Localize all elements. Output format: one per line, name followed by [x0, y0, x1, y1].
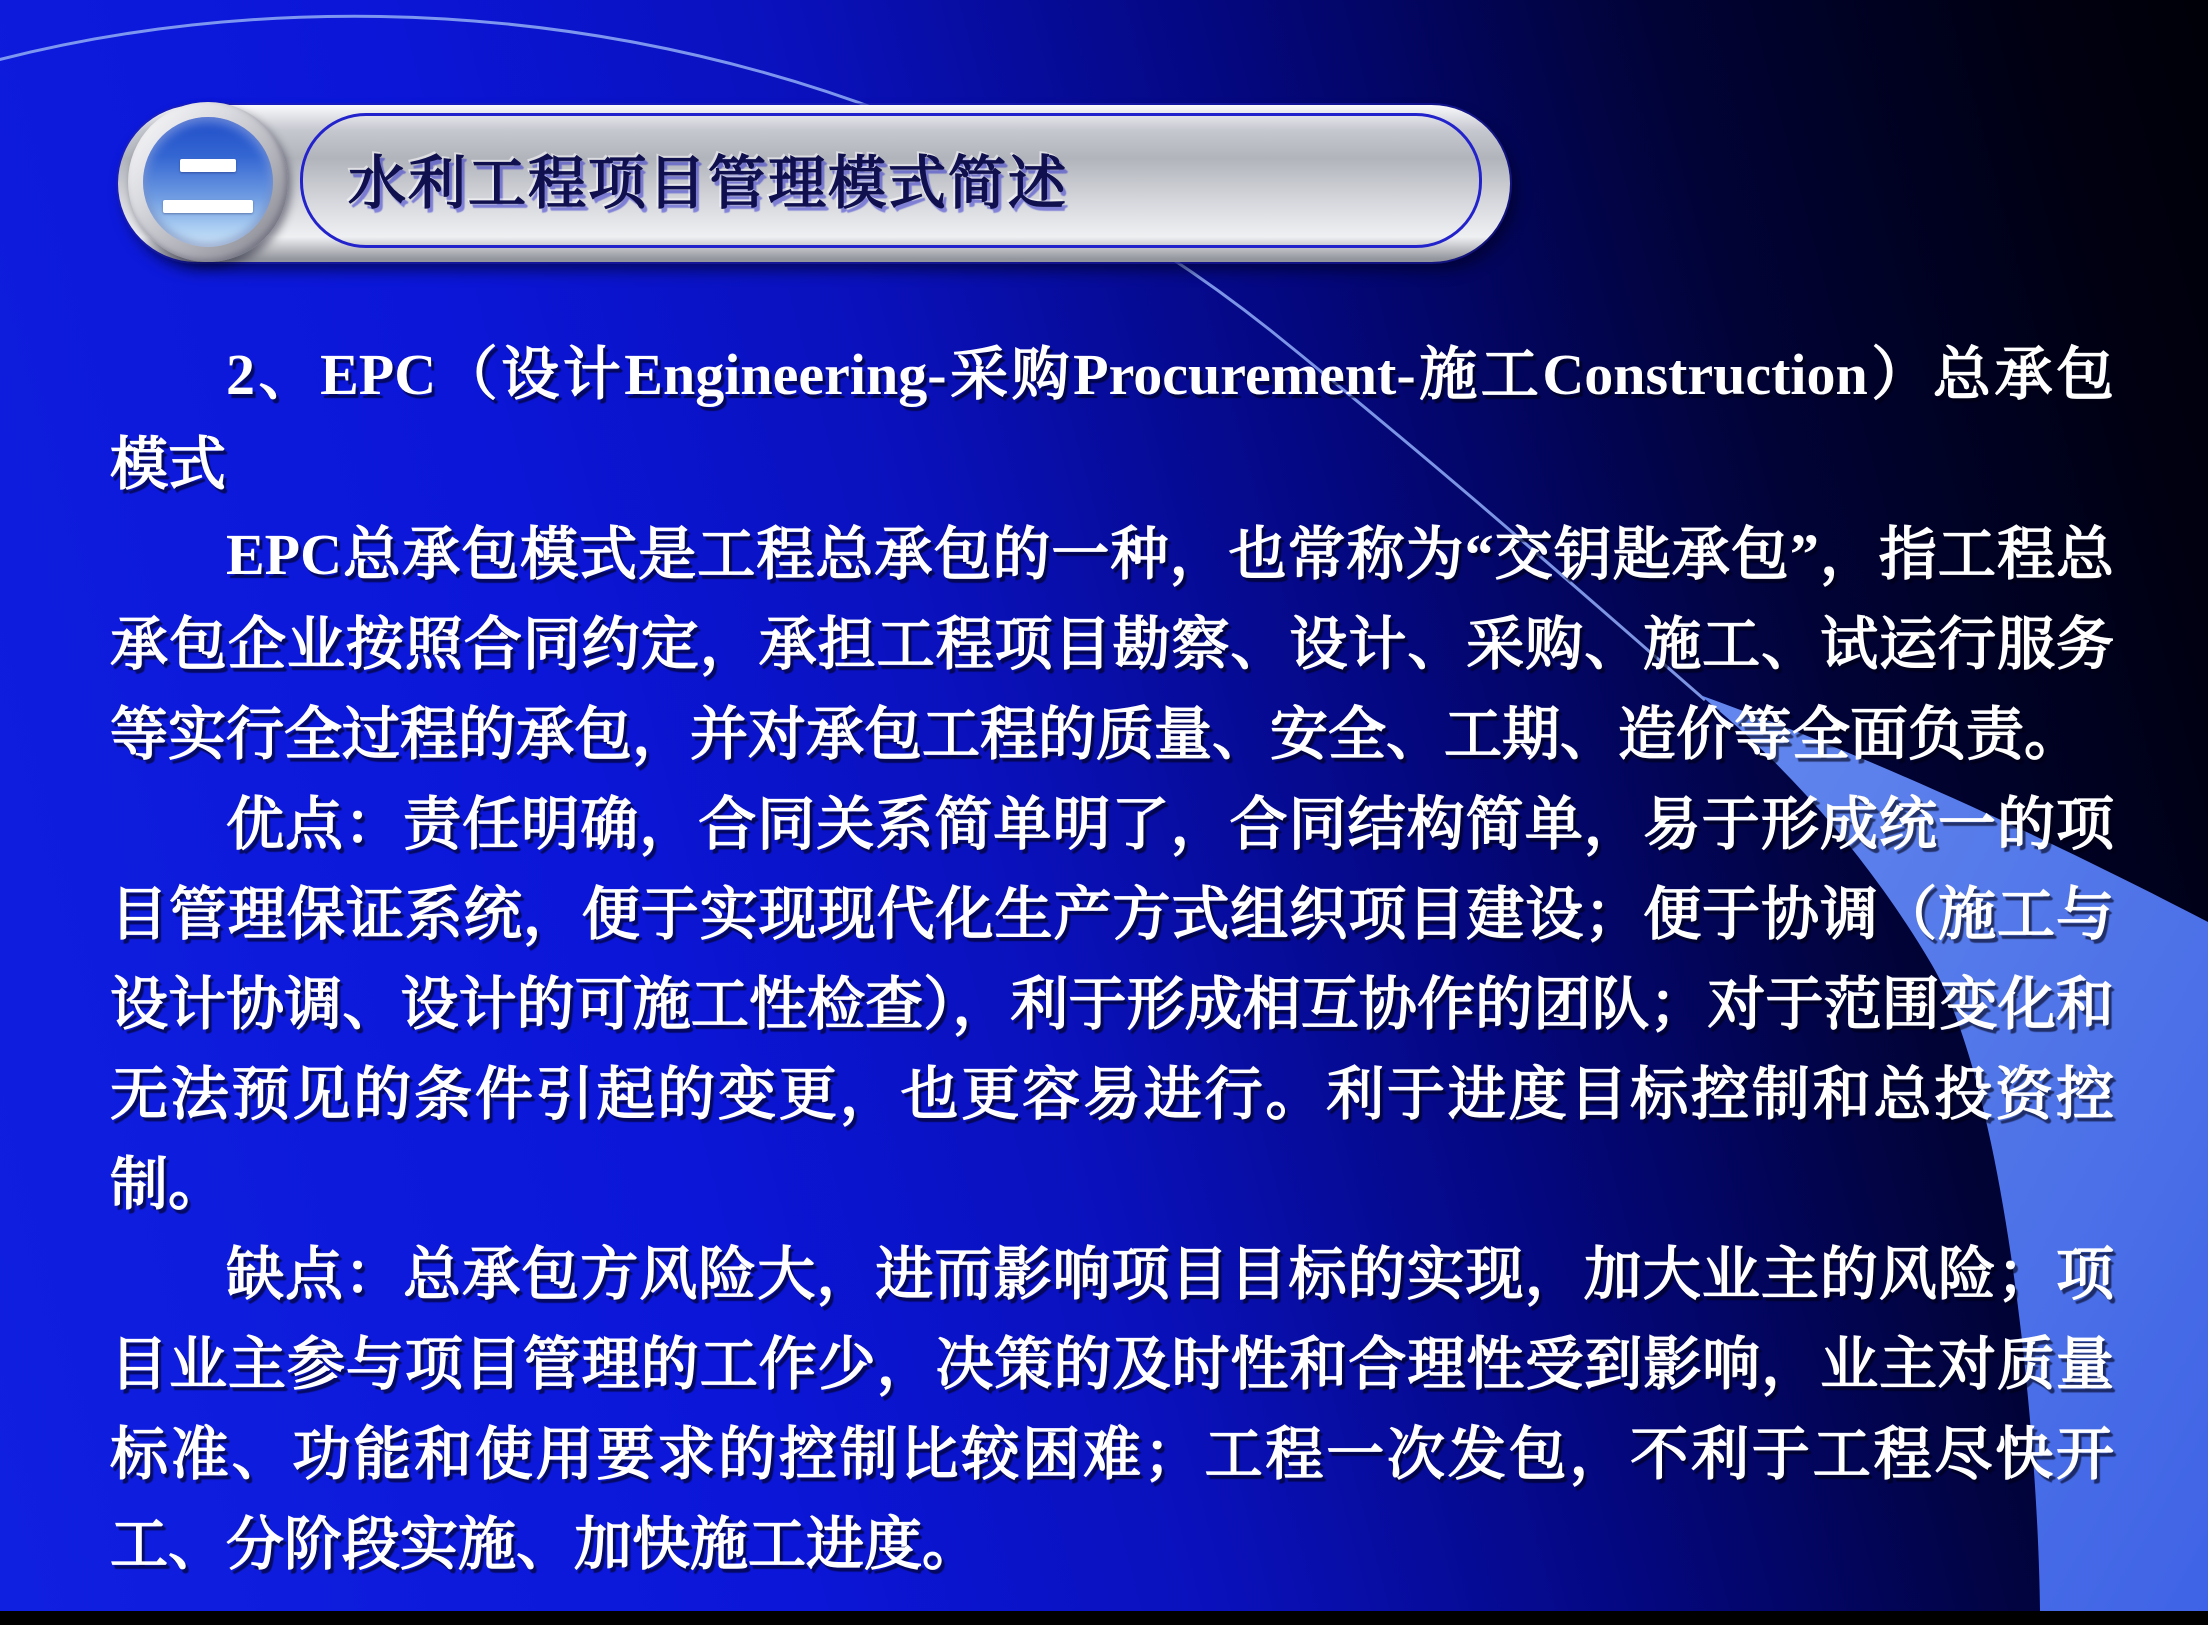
slide-title: 水利工程项目管理模式简述	[348, 151, 1069, 216]
paragraph-definition: EPC总承包模式是工程总承包的一种，也常称为“交钥匙承包”，指工程总承包企业按照合同约定，承担工程项目勘察、设计、采购、施工、试运行服务等实行全过程的承包，并对承包工程的质量、安全、工期、造价等全面负责。	[110, 522, 2114, 767]
badge-two-icon	[143, 117, 273, 247]
bottom-black-strip	[0, 1611, 2208, 1625]
paragraph-disadvantages: 缺点：总承包方风险大，进而影响项目目标的实现，加大业主的风险；项目业主参与项目管理的工作少，决策的及时性和合理性受到影响，业主对质量标准、功能和使用要求的控制比较困难；工程一次发包，不利于工程尽快开工、分阶段实施、加快施工进度。	[110, 1242, 2114, 1577]
section-number-badge	[128, 102, 288, 262]
paragraph-advantages: 优点：责任明确，合同关系简单明了，合同结构简单，易于形成统一的项目管理保证系统，便于实现现代化生产方式组织项目建设；便于协调（施工与设计协调、设计的可施工性检查），利于形成相互协作的团队；对于范围变化和无法预见的条件引起的变更，也更容易进行。利于进度目标控制和总投资控制。	[110, 792, 2114, 1217]
paragraph-heading: 2、EPC（设计Engineering-采购Procurement-施工Construction）总承包模式	[110, 342, 2114, 497]
slide-body	[110, 330, 2114, 1590]
title-bar	[0, 0, 1700, 330]
